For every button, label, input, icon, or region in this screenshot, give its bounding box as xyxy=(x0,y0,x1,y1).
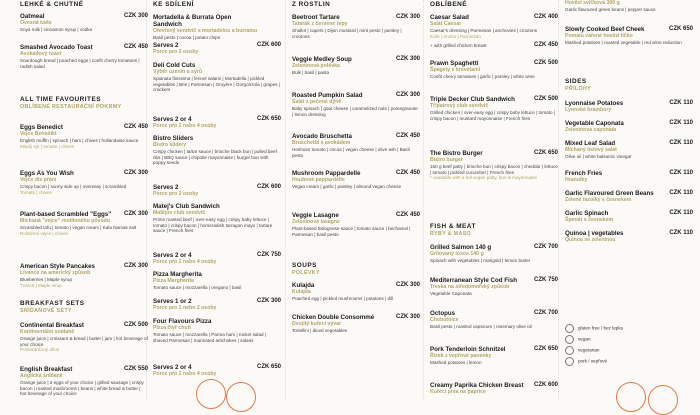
item-description: 150 g beef patty | brioche bun | crispy bacon | cheddar | lettuce | tomato | pickled cucumber | French fries xyxy=(430,164,558,175)
menu-item xyxy=(565,26,693,46)
portion-size-czech: Porce pro 2 nebo 4 osoby xyxy=(153,123,217,129)
item-price: CZK 450 xyxy=(123,44,148,50)
item-price: CZK 110 xyxy=(669,190,693,196)
portion-price xyxy=(153,42,281,55)
item-czech-name: Bistro burger xyxy=(430,157,463,163)
portion-price xyxy=(153,116,281,129)
menu-item xyxy=(153,271,281,291)
item-description: Scrambled tofu | tomato | vegan cream | Kala Namak salt xyxy=(20,225,137,230)
item-description: Poached egg | pickled mushrooms | potatoes | dill xyxy=(292,296,394,301)
menu-item xyxy=(153,318,281,343)
menu-item xyxy=(430,244,558,264)
item-price: CZK 300 xyxy=(395,282,420,288)
menu-item xyxy=(292,170,420,190)
item-price: CZK 400 xyxy=(533,14,558,20)
section-header: KE SDÍLENÍ xyxy=(153,1,194,8)
menu-column-4 xyxy=(430,0,558,400)
item-price: CZK 110 xyxy=(669,100,693,106)
item-czech-name: Salát z pečené dýně xyxy=(292,99,342,105)
item-czech-name: Chobotnice xyxy=(430,317,459,323)
item-name: Pizza Margherita xyxy=(153,271,202,278)
portion-size: Serves 2 or 4 xyxy=(153,116,192,123)
portion-size-czech: Porce pro 2 nebo 4 osoby xyxy=(153,259,217,265)
item-description: Heirloom tomato | cocoa | vegan cheese | olive ash | Basil pesto xyxy=(292,147,410,158)
item-description: Vegetable Caponata xyxy=(430,291,472,296)
item-price: CZK 300 xyxy=(256,298,281,304)
section-header: Z ROSTLIN xyxy=(292,1,331,8)
item-description: Crispy chicken | tartar sauce | brioche black bun | pulled beef ribs | BBQ sauce | chipotle mayonnaise | burger bun with poppy seeds xyxy=(153,149,277,166)
item-name: Garlic Flavoured Green Beans xyxy=(565,190,654,197)
item-description: Sourdough bread | poached eggs | confit cherry tomatoes | radish salad xyxy=(20,58,140,69)
item-czech-name: Dvojitý kuřecí vývar xyxy=(292,321,342,327)
menu-column-2 xyxy=(153,0,281,400)
item-czech-name: Treska na středomořský způsob xyxy=(430,284,510,290)
menu-item xyxy=(153,203,281,234)
item-name: Pork Tenderloin Schnitzel xyxy=(430,346,506,353)
item-name: Eggs Benedict xyxy=(20,124,63,131)
item-czech-name: Zelené fazolky s česnekem xyxy=(565,197,632,203)
menu-item xyxy=(565,230,693,243)
menu-item-option xyxy=(430,42,558,49)
item-price: CZK 450 xyxy=(395,212,420,218)
item-price: CZK 700 xyxy=(533,244,558,250)
item-czech-name: Vejce Benedikt xyxy=(20,131,57,137)
item-price: CZK 300 xyxy=(395,14,420,20)
menu-item xyxy=(20,13,148,33)
item-price: CZK 500 xyxy=(533,60,558,66)
menu-item xyxy=(153,135,281,166)
menu-item xyxy=(430,60,558,80)
item-description: Spinach with vegetables | marigold | lemon butter xyxy=(430,258,531,263)
menu-item xyxy=(292,92,420,117)
item-name: Grilled Salmon 140 g xyxy=(430,244,492,251)
item-description: + with grilled chicken breast xyxy=(430,43,487,48)
item-czech-name: Bistro slidery xyxy=(153,142,187,148)
menu-item xyxy=(292,56,420,76)
item-price: CZK 650 xyxy=(668,26,693,32)
column-divider xyxy=(285,0,286,400)
item-name: Deli Cold Cuts xyxy=(153,62,196,69)
portion-price xyxy=(153,298,281,311)
item-czech-name: Špagety s krevetami xyxy=(430,67,481,73)
item-description: Garlic flavoured green beans | pepper sauce xyxy=(565,7,656,12)
menu-item xyxy=(430,14,558,39)
item-price: CZK 600 xyxy=(256,42,281,48)
item-czech-name: Ovesná kaše xyxy=(20,20,52,26)
item-name: Veggie Medley Soup xyxy=(292,56,352,63)
menu-item xyxy=(292,212,420,237)
gluten-free-icon xyxy=(565,324,574,333)
item-name: Smashed Avocado Toast xyxy=(20,44,93,51)
item-name: Roasted Pumpkin Salad xyxy=(292,92,363,99)
item-czech-name: Pizza Margherita xyxy=(153,278,194,284)
decorative-illustration-icon xyxy=(196,379,226,409)
item-czech-name: Bruschetta s avokádem xyxy=(292,140,351,146)
item-czech-name: Třípatrový club sendvič xyxy=(430,103,489,109)
item-czech-name: Quinoa se zeleninou xyxy=(565,237,616,243)
item-name: Triple Decker Club Sandwich xyxy=(430,96,515,103)
item-name: Mushroom Pappardelle xyxy=(292,170,361,177)
item-czech-name: Vejce dle přání xyxy=(20,177,57,183)
item-czech-name: Špenát s česnekem xyxy=(565,217,614,223)
menu-column-3 xyxy=(292,0,420,400)
item-description: Shallot | capers | Dijon mustard | mint pesto | parsley | croutons xyxy=(292,28,402,39)
item-czech-name: Míchaný listový salát xyxy=(565,147,617,153)
item-price: CZK 500 xyxy=(123,322,148,328)
item-description: Basil pesto | roasted capsicum | rosemary olive oil xyxy=(430,324,532,329)
item-description: Plant-based Bolognese sauce | tomato sauce | bechamel | Parmesan | basil pesto xyxy=(292,226,411,237)
item-tags: Mladý sýr | tomato | chives xyxy=(20,143,75,149)
menu-item-continued xyxy=(565,0,693,13)
item-czech-name: Pizza čtyř chutí xyxy=(153,325,191,331)
item-czech-name: Grilovaný losos 140 g xyxy=(430,251,484,257)
item-description: Baby spinach | goat cheese | caramelized nuts | pomegranate | lemon dressing xyxy=(292,106,418,117)
item-czech-name: Anglická snídaně xyxy=(20,373,63,379)
section-header: SOUPS POLÉVKY xyxy=(292,262,320,276)
menu-item xyxy=(153,14,281,41)
item-tags: Rostlinné vejce | chives xyxy=(20,230,68,236)
item-description: Confit cherry tomatoes | garlic | parsley | white wine xyxy=(430,74,535,79)
item-price: CZK 450 xyxy=(123,124,148,130)
item-name: Plant-based Scrambled "Eggs" xyxy=(20,211,112,218)
item-price: CZK 300 xyxy=(395,314,420,320)
menu-item xyxy=(565,170,693,183)
menu-item xyxy=(292,314,420,334)
item-name: Lyonnaise Potatoes xyxy=(565,100,624,107)
legend-item: vegan xyxy=(565,335,685,344)
portion-size-czech: Porce pro 2 nebo 4 osoby xyxy=(153,371,217,377)
menu-item xyxy=(430,96,558,121)
item-price: CZK 750 xyxy=(256,252,281,258)
decorative-illustration-icon xyxy=(226,382,256,412)
menu-item xyxy=(20,263,148,288)
item-czech-name: Kontinentální snídaně xyxy=(20,329,75,335)
item-price: CZK 650 xyxy=(533,150,558,156)
item-czech-name: Hranolky xyxy=(565,177,588,183)
item-price: CZK 110 xyxy=(669,170,693,176)
item-description: Mashed potatoes | roasted vegetable | red wine reduction xyxy=(565,40,682,45)
menu-item xyxy=(20,366,148,397)
menu-item xyxy=(20,124,148,149)
item-name: Creamy Paprika Chicken Breast xyxy=(430,382,524,389)
item-description: Caesar's dressing | Parmesan | anchovies | croutons xyxy=(430,28,538,33)
item-name: Mixed Leaf Salad xyxy=(565,140,616,147)
section-header: LEHKÉ & CHUTNÉ xyxy=(20,1,84,8)
menu-item xyxy=(292,133,420,158)
item-description: Tomato sauce | mozzarella | oregano | basil xyxy=(153,285,242,290)
legend-item: vegetarian xyxy=(565,346,685,355)
menu-item xyxy=(292,282,420,302)
item-price: CZK 700 xyxy=(533,310,558,316)
item-tags: Pomerančový džus xyxy=(20,347,60,353)
portion-size-czech: Porce pro 2 osoby xyxy=(153,191,199,197)
item-description: Grilled chicken | over-easy egg | crispy baby lettuce | tomato | crispy bacon | mustard mayonnaise | French fries xyxy=(430,110,556,121)
item-price: CZK 110 xyxy=(669,120,693,126)
menu-item xyxy=(430,346,558,366)
item-price: CZK 300 xyxy=(123,211,148,217)
portion-size-czech: Porce pro 2 osoby xyxy=(153,49,199,55)
menu-item xyxy=(565,210,693,223)
section-header: BREAKFAST SETS SNÍDAŇOVÉ SETY xyxy=(20,300,85,314)
item-name: French Fries xyxy=(565,170,603,177)
item-price: CZK 450 xyxy=(395,170,420,176)
item-price: CZK 110 xyxy=(669,210,693,216)
item-name: English Breakfast xyxy=(20,366,73,373)
item-price: CZK 550 xyxy=(123,366,148,372)
item-name: Vegetable Caponata xyxy=(565,120,624,127)
item-name: Quinoa | vegetables xyxy=(565,230,624,237)
item-price: CZK 300 xyxy=(123,170,148,176)
item-price: CZK 600 xyxy=(533,382,558,388)
item-czech-name: Lyonské brambory xyxy=(565,107,612,113)
portion-price xyxy=(153,364,281,377)
item-name: Avocado Bruschetta xyxy=(292,133,352,140)
menu-item xyxy=(565,140,693,160)
item-name: Eggs As You Wish xyxy=(20,170,74,177)
item-description: Basil pesto | cocoa | potato chips xyxy=(153,35,220,40)
portion-size: Serves 2 xyxy=(153,42,179,49)
item-czech-name: Zeleninová caponata xyxy=(565,127,617,133)
section-header: SIDES PŘÍLOHY xyxy=(565,78,592,92)
menu-column-5 xyxy=(565,0,693,400)
item-czech-name: Míchaná "vejce" rostlinného původu xyxy=(20,218,110,224)
item-description: Tortellini | diced vegetables xyxy=(292,328,348,333)
menu-item xyxy=(430,310,558,330)
item-price: CZK 110 xyxy=(669,230,693,236)
section-header: ALL TIME FAVOURITES OBLÍBENÉ RESTAURAČNÍ POKRMY xyxy=(20,96,122,110)
item-name: The Bistro Burger xyxy=(430,150,483,157)
item-description: English muffin | spinach | ham | chives | hollandaise sauce xyxy=(20,138,139,143)
item-description: Orange juice | 2 eggs of your choice | grilled sausage | crispy bacon | roasted mushrooms | beans | white bread & butter | hot beverage of your choice xyxy=(20,380,144,397)
item-czech-name: Zeleninová polévka xyxy=(292,63,340,69)
legend-item: pork / vepřové xyxy=(565,357,685,366)
pork-icon xyxy=(565,357,574,366)
item-name: Kulajda xyxy=(292,282,315,289)
portion-price xyxy=(153,252,281,265)
decorative-illustration-icon xyxy=(616,382,646,412)
item-czech-name: Kulajda xyxy=(292,289,311,295)
menu-column-1 xyxy=(20,0,148,400)
item-description: Mashed potatoes | lemon xyxy=(430,360,482,365)
item-description: Spianata finissima | fennel salami | Mortadella | pickled vegetables | Brie | Parmesan | Gruyère | Gorgonzola | grapes | crackers xyxy=(153,76,280,93)
item-description: Crispy bacon | sunny side up | overeasy | scrambled xyxy=(20,184,127,189)
item-czech-name: Matějův club sendvič xyxy=(153,210,206,216)
item-name: Bistro Sliders xyxy=(153,135,194,142)
legend-item: gluten free / bez lepku xyxy=(565,324,685,333)
item-name: Prawn Spaghetti xyxy=(430,60,479,67)
section-header: FISH & MEAT RYBY & MASO xyxy=(430,223,476,237)
section-header: OBLÍBENÉ xyxy=(430,1,468,8)
decorative-illustration-icon xyxy=(648,385,678,415)
item-price: CZK 650 xyxy=(256,116,281,122)
item-czech-name: Výběr uzenin a sýrů xyxy=(153,69,203,75)
item-tags: * available with a full vegan patty, bun & mayonnaise xyxy=(430,175,537,181)
menu-item xyxy=(20,170,148,195)
item-name: Chicken Double Consommé xyxy=(292,314,375,321)
menu-item xyxy=(20,44,148,69)
item-czech-name: Houbové pappardelle xyxy=(292,177,345,183)
menu-item xyxy=(430,382,558,395)
menu-item xyxy=(292,14,420,39)
item-description: Prime roasted beef | over-easy egg | crispy baby lettuce | tomato | crispy bacon | horseradish tarragon mayo | tartare sauce | French fries xyxy=(153,217,273,234)
item-czech-name: Otevřený sendvič s mortadelou a burratou xyxy=(153,28,258,34)
vegan-icon xyxy=(565,335,574,344)
item-tags: Kuře | Ancho | Parmezán xyxy=(430,33,481,39)
item-name: Oatmeal xyxy=(20,13,45,20)
item-name: Caesar Salad xyxy=(430,14,469,21)
item-name: Slowly Cooked Beef Cheek xyxy=(565,26,645,33)
item-name: Four Flavours Pizza xyxy=(153,318,212,325)
portion-size: Serves 2 or 4 xyxy=(153,252,192,259)
item-price: CZK 450 xyxy=(533,42,558,48)
item-name: Matej's Club Sandwich xyxy=(153,203,220,210)
item-name: Beetroot Tartare xyxy=(292,14,340,21)
item-tags: Tomato | chives xyxy=(20,189,52,195)
menu-item xyxy=(20,211,148,236)
item-czech-name: Hovězí svíčková 300 g xyxy=(565,0,620,6)
menu-item xyxy=(430,150,558,181)
item-name: Continental Breakfast xyxy=(20,322,84,329)
menu-item xyxy=(565,120,693,133)
item-czech-name: Lívance na americký způsob xyxy=(20,270,91,276)
item-price: CZK 650 xyxy=(533,346,558,352)
column-divider xyxy=(558,0,559,400)
menu-item xyxy=(20,322,148,353)
item-name: American Style Pancakes xyxy=(20,263,95,270)
item-czech-name: Avokádový toast xyxy=(20,51,62,57)
menu-item xyxy=(153,62,281,93)
item-name: Veggie Lasagne xyxy=(292,212,339,219)
item-price: CZK 500 xyxy=(533,96,558,102)
item-description: Bulk | basil | pasta xyxy=(292,70,330,75)
item-price: CZK 600 xyxy=(256,184,281,190)
item-czech-name: Kuřecí prsa na paprice xyxy=(430,389,486,395)
portion-price xyxy=(153,184,281,197)
item-price: CZK 300 xyxy=(123,263,148,269)
menu-item xyxy=(565,100,693,113)
item-czech-name: Salát Caesar xyxy=(430,21,462,27)
item-description: Blueberries | Maple syrup xyxy=(20,277,73,282)
menu-item xyxy=(565,190,693,203)
item-description: Olive oil | white balsamic vinegar xyxy=(565,154,632,159)
item-description: Orange juice | croissant & bread | butter | jam | hot beverage of your choice xyxy=(20,336,148,347)
item-czech-name: Řízek z vepřové panenky xyxy=(430,353,492,359)
item-price: CZK 650 xyxy=(256,364,281,370)
portion-size: Serves 1 or 2 xyxy=(153,298,192,305)
item-price: CZK 750 xyxy=(533,277,558,283)
portion-size-czech: Porce pro 1 nebo 2 osoby xyxy=(153,305,217,311)
column-divider xyxy=(423,0,424,400)
item-description: Soya milk | cinnamon syrup | vodka xyxy=(20,27,93,32)
item-tags: Tvaroh | Maple sirup xyxy=(20,282,62,288)
item-price: CZK 300 xyxy=(395,92,420,98)
menu-item xyxy=(430,277,558,297)
portion-size: Serves 2 or 4 xyxy=(153,364,192,371)
item-name: Garlic Spinach xyxy=(565,210,609,217)
item-name: Mortadella & Burrata Open Sandwich xyxy=(153,14,232,28)
item-czech-name: Zeleninové lasagne xyxy=(292,219,340,225)
item-price: CZK 110 xyxy=(669,140,693,146)
item-czech-name: Pomalu vařené hovězí líčko xyxy=(565,33,633,39)
item-price: CZK 300 xyxy=(123,13,148,19)
item-name: Octopus xyxy=(430,310,456,317)
item-price: CZK 450 xyxy=(395,133,420,139)
item-description: Tomato sauce | mozzarella | Parma ham | rocket salad | shaved Parmesan | marinated artichokes | salami xyxy=(153,332,267,343)
vegetarian-icon xyxy=(565,346,574,355)
item-description: Vegan cream | garlic | parsley | almond vegan cheese xyxy=(292,184,402,189)
portion-size: Serves 2 xyxy=(153,184,179,191)
item-name: Mediterranean Style Cod Fish xyxy=(430,277,517,284)
item-czech-name: Tatarák z červené řepy xyxy=(292,21,348,27)
item-price: CZK 300 xyxy=(395,56,420,62)
